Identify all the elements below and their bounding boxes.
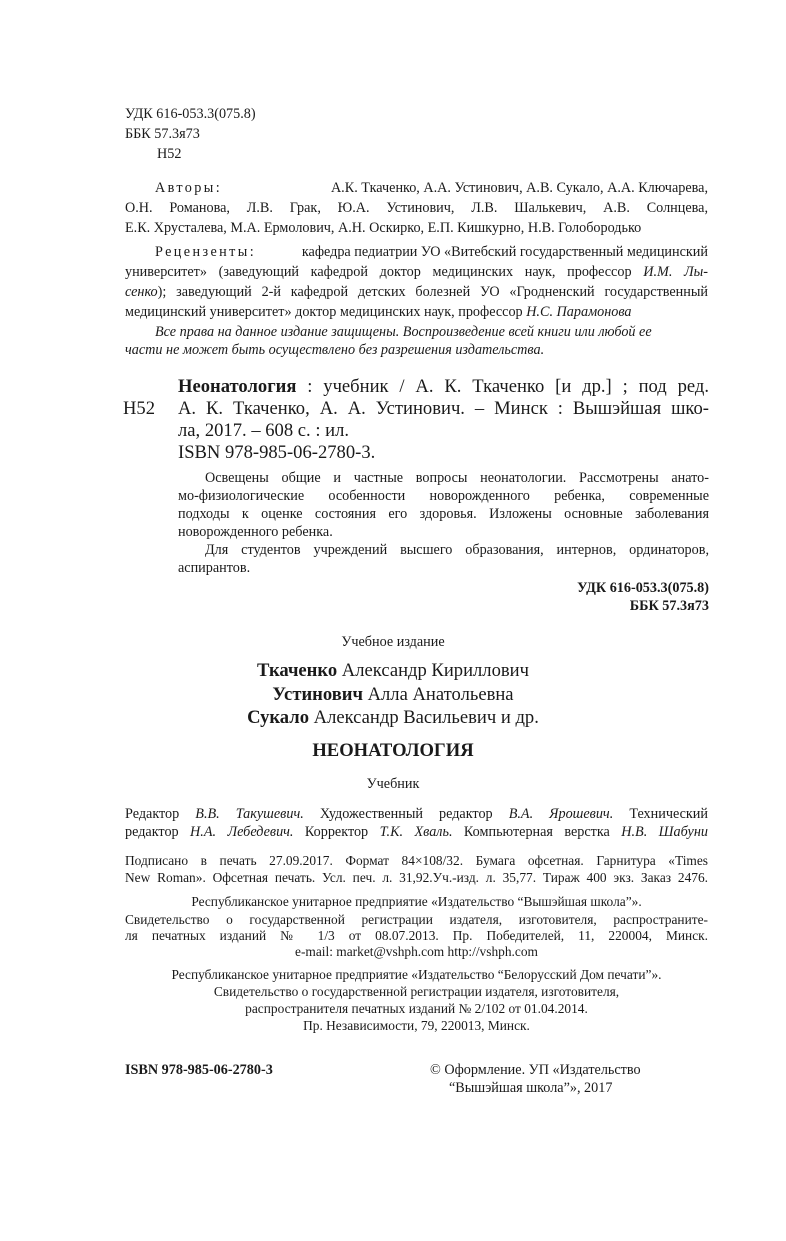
credits-line-1: Редактор В.В. Такушевич. Художественный редактор В.А. Ярошевич. Технический [125, 806, 708, 822]
reviewers-label: Рецензенты: [155, 244, 257, 260]
printer-line-3: распространителя печатных изданий № 2/102 от 01.04.2014. [245, 1001, 588, 1016]
header-code: Н52 [157, 146, 182, 162]
abstract-line-5: Для студентов учреждений высшего образования, интернов, ординаторов, [205, 542, 709, 558]
catalog-line-2: А. К. Ткаченко, А. А. Устинович. – Минск : Вышэйшая шко- [178, 398, 709, 419]
authors-line-3: Е.К. Хрусталева, М.А. Ермолович, А.Н. Оскирко, Е.П. Кишкурно, Н.В. Голобородько [125, 220, 642, 236]
rights-line-1: Все права на данное издание защищены. Воспроизведение всей книги или любой ее [155, 324, 652, 340]
edition-type: Учебное издание [341, 634, 445, 650]
book-title: Неонатология [178, 376, 297, 397]
edition-subtitle: Учебник [366, 776, 420, 792]
catalog-code: Н52 [123, 398, 156, 419]
footer-isbn: ISBN 978-985-06-2780-3 [125, 1062, 273, 1078]
print-line-1: Подписано в печать 27.09.2017. Формат 84×108/32. Бумага офсетная. Гарнитура «Times [125, 853, 708, 868]
catalog-line-1: Неонатология : учебник / А. К. Ткаченко [и др.] ; под ред. [178, 376, 709, 397]
publisher-line-2: Свидетельство о государственной регистрации издателя, изготовителя, распространите- [125, 912, 708, 927]
abstract-line-4: новорожденного ребенка. [178, 524, 333, 540]
printer-line-1: Республиканское унитарное предприятие «Издательство “Белорусский Дом печати”». [171, 967, 662, 982]
edition-title: НЕОНАТОЛОГИЯ [312, 740, 474, 761]
abstract-line-1: Освещены общие и частные вопросы неонатологии. Рассмотрены анато- [205, 470, 709, 486]
publisher-contacts: e-mail: market@vshph.com http://vshph.com [295, 944, 538, 959]
reviewers-line-2: университет» (заведующий кафедрой доктор медицинских наук, профессор И.М. Лы- [125, 264, 708, 280]
publisher-line-3: ля печатных изданий № 1/3 от 08.07.2013. Пр. Победителей, 11, 220004, Минск. [125, 928, 708, 943]
reviewers-line-3: сенко); заведующий 2-й кафедрой детских болезней УО «Гродненский государственный [125, 284, 708, 300]
reviewers-line-4: медицинский университет» доктор медицинских наук, профессор Н.С. Парамонова [125, 304, 632, 320]
credits-line-2: редактор Н.А. Лебедевич. Корректор Т.К. Хваль. Компьютерная верстка Н.В. Шабуни [125, 824, 708, 840]
edition-author-1: Ткаченко Александр Кириллович [257, 660, 529, 681]
printer-line-4: Пр. Независимости, 79, 220013, Минск. [303, 1018, 530, 1033]
edition-author-3: Сукало Александр Васильевич и др. [247, 707, 539, 728]
footer-copyright-1: © Оформление. УП «Издательство [430, 1062, 641, 1078]
rights-line-2: части не может быть осуществлено без разрешения издательства. [125, 342, 545, 358]
footer-copyright-2: “Вышэйшая школа”», 2017 [449, 1080, 613, 1096]
header-bbk: ББК 57.3я73 [125, 126, 200, 142]
abstract-bbk: ББК 57.3я73 [629, 598, 709, 614]
abstract-udk: УДК 616-053.3(075.8) [577, 580, 709, 596]
header-udk: УДК 616-053.3(075.8) [125, 106, 256, 122]
publisher-line-1: Республиканское унитарное предприятие «Издательство “Вышэйшая школа”». [191, 894, 642, 909]
catalog-isbn: ISBN 978-985-06-2780-3. [178, 442, 376, 463]
abstract-line-2: мо-физиологические особенности новорожденного ребенка, современные [178, 488, 709, 504]
catalog-line-3: ла, 2017. – 608 с. : ил. [178, 420, 350, 441]
print-line-2: New Roman». Офсетная печать. Усл. печ. л. 31,92.Уч.-изд. л. 35,77. Тираж 400 экз. Заказ 2476. [125, 870, 708, 885]
abstract-line-3: подходы к оценке состояния его здоровья. Изложены основные заболевания [178, 506, 709, 522]
abstract-line-6: аспирантов. [178, 560, 251, 576]
authors-label: Авторы: [155, 180, 223, 196]
reviewers-line-1: Рецензенты: кафедра педиатрии УО «Витебский государственный медицинский [155, 244, 708, 260]
edition-author-2: Устинович Алла Анатольевна [272, 684, 514, 705]
authors-line-2: О.Н. Романова, Л.В. Грак, Ю.А. Устинович, Л.В. Шалькевич, А.В. Солнцева, [125, 200, 708, 216]
authors-line-1: Авторы: А.К. Ткаченко, А.А. Устинович, А.В. Сукало, А.А. Ключарева, [155, 180, 708, 196]
printer-line-2: Свидетельство о государственной регистрации издателя, изготовителя, [213, 984, 620, 999]
